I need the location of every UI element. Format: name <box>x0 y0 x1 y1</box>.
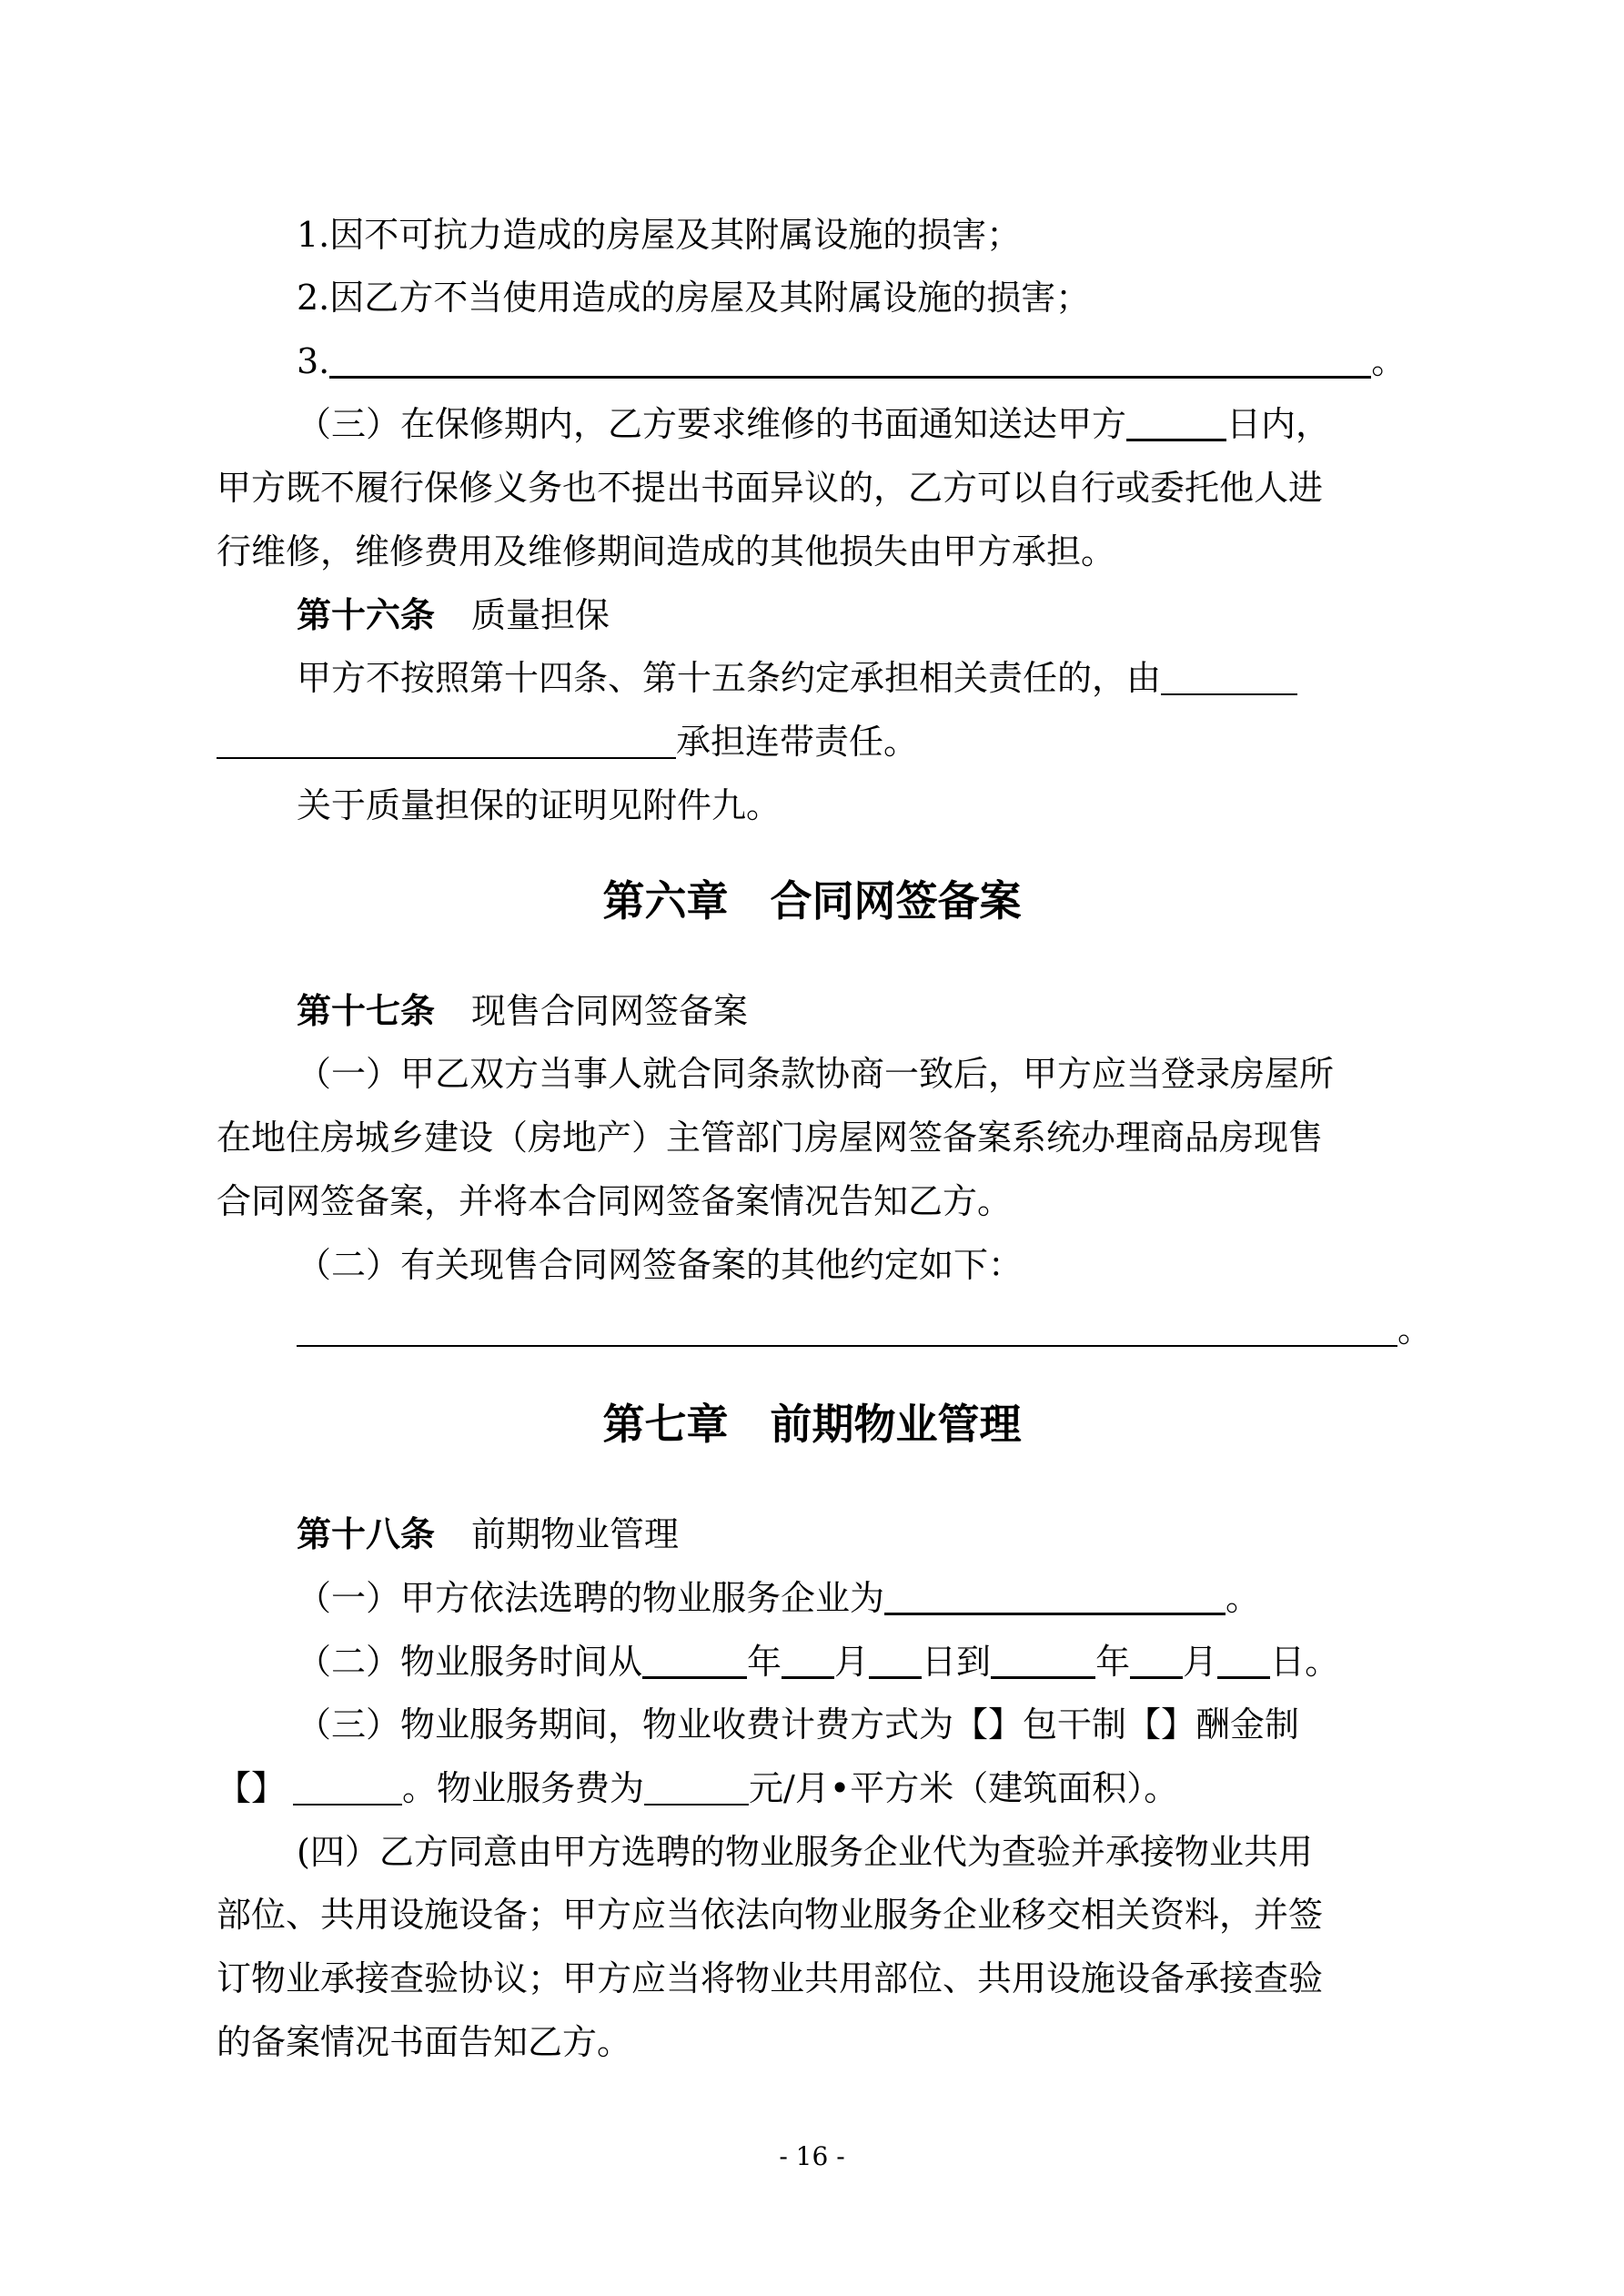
clause-text: 月 <box>1183 1642 1218 1682</box>
item-text: 1.因不可抗力造成的房屋及其附属设施的损害； <box>297 215 1022 255</box>
paragraph-line <box>0 1562 1624 1634</box>
paragraph-line <box>0 705 1624 778</box>
list-item <box>0 325 1624 398</box>
paragraph-line <box>0 1688 1624 1761</box>
article-title: 前期物业管理 <box>471 1514 680 1554</box>
blank-field <box>1126 402 1226 441</box>
paragraph-line <box>0 388 1624 460</box>
blank-field <box>644 1767 749 1805</box>
blank-field <box>782 1640 834 1679</box>
blank-field <box>329 339 1371 379</box>
clause-text: （一）甲方依法选聘的物业服务企业为 <box>297 1578 885 1618</box>
chapter-heading: 第七章 前期物业管理 <box>602 1400 1022 1449</box>
clause-text: 。物业服务费为 <box>402 1768 645 1808</box>
clause-text: 的备案情况书面告知乙方。 <box>217 2022 632 2062</box>
article-heading <box>0 975 1624 1047</box>
blank-field <box>217 721 676 759</box>
list-item <box>0 198 1624 271</box>
paragraph-line <box>0 1165 1624 1238</box>
article-title: 质量担保 <box>471 595 610 635</box>
paragraph-line <box>0 2006 1624 2079</box>
list-item <box>0 261 1624 334</box>
clause-text: 合同网签备案，并将本合同网签备案情况告知乙方。 <box>217 1181 1013 1221</box>
item-text: 2.因乙方不当使用造成的房屋及其附属设施的损害； <box>297 278 1091 318</box>
clause-text: 承担连带责任。 <box>676 722 919 762</box>
paragraph-line <box>0 1229 1624 1301</box>
clause-text: 年 <box>747 1642 782 1682</box>
paragraph-line <box>0 1878 1624 1951</box>
clause-text: 订物业承接查验协议；甲方应当将物业共用部位、共用设施设备承接查验 <box>217 1958 1324 1998</box>
clause-text: （一）甲乙双方当事人就合同条款协商一致后，甲方应当登录房屋所 <box>297 1054 1335 1094</box>
chapter-heading: 第六章 合同网签备案 <box>602 876 1022 925</box>
paragraph-line <box>0 451 1624 524</box>
paragraph-line <box>0 1037 1624 1110</box>
page-number: - 16 - <box>779 2141 845 2171</box>
clause-text: 关于质量担保的证明见附件九。 <box>297 785 782 825</box>
article-heading <box>0 579 1624 652</box>
clause-text: （三）物业服务期间，物业收费计费方式为【】包干制【】酬金制 <box>297 1704 1300 1745</box>
clause-text: 日 <box>1270 1642 1306 1682</box>
blank-field <box>869 1640 922 1679</box>
paragraph-line <box>0 1625 1624 1698</box>
clause-text: （二）物业服务时间从 <box>297 1642 643 1682</box>
article-label: 第十六条 <box>297 594 436 635</box>
clause-text: 日内， <box>1226 404 1331 444</box>
paragraph-line <box>0 642 1624 714</box>
paragraph-line <box>0 1942 1624 2015</box>
item-prefix: 3. <box>297 341 330 381</box>
blank-field <box>1217 1640 1270 1679</box>
article-heading <box>0 1498 1624 1571</box>
period: 。 <box>1397 1310 1433 1350</box>
clause-text: 年 <box>1095 1642 1131 1682</box>
blank-field <box>991 1640 1095 1679</box>
clause-text: 月 <box>834 1642 870 1682</box>
blank-field <box>642 1640 747 1679</box>
article-label: 第十八条 <box>297 1513 436 1554</box>
period: 。 <box>1371 341 1407 381</box>
blank-field <box>1161 657 1297 695</box>
article-title: 现售合同网签备案 <box>471 991 749 1031</box>
clause-text: (四）乙方同意由甲方选聘的物业服务企业代为查验并承接物业共用 <box>297 1832 1313 1872</box>
blank-field <box>293 1767 402 1805</box>
blank-field <box>884 1576 1226 1615</box>
clause-text: 甲方不按照第十四条、第十五条约定承担相关责任的，由 <box>297 658 1162 698</box>
blank-field <box>1130 1640 1183 1679</box>
clause-text: 甲方既不履行保修义务也不提出书面异议的，乙方可以自行或委托他人进 <box>217 468 1324 508</box>
period: 。 <box>1305 1642 1340 1682</box>
period: 。 <box>1226 1578 1261 1618</box>
paragraph-line <box>0 1816 1624 1888</box>
article-label: 第十七条 <box>297 990 436 1031</box>
blank-line <box>0 1293 1624 1366</box>
clause-text: 在地住房城乡建设（房地产）主管部门房屋网签备案系统办理商品房现售 <box>217 1118 1324 1158</box>
clause-text: 部位、共用设施设备；甲方应当依法向物业服务企业移交相关资料，并签 <box>217 1895 1324 1935</box>
clause-text: （三）在保修期内，乙方要求维修的书面通知送达甲方 <box>297 404 1127 444</box>
clause-text: （二）有关现售合同网签备案的其他约定如下： <box>297 1245 1024 1285</box>
paragraph-line <box>0 1752 1624 1825</box>
paragraph-line <box>0 1101 1624 1174</box>
paragraph-line <box>0 769 1624 842</box>
clause-text: 【】 <box>217 1768 287 1808</box>
clause-text: 元/月•平方米（建筑面积）。 <box>749 1768 1179 1808</box>
clause-text: 日到 <box>922 1642 992 1682</box>
paragraph-line <box>0 515 1624 588</box>
clause-text: 行维修，维修费用及维修期间造成的其他损失由甲方承担。 <box>217 531 1116 571</box>
blank-field <box>297 1309 1397 1347</box>
